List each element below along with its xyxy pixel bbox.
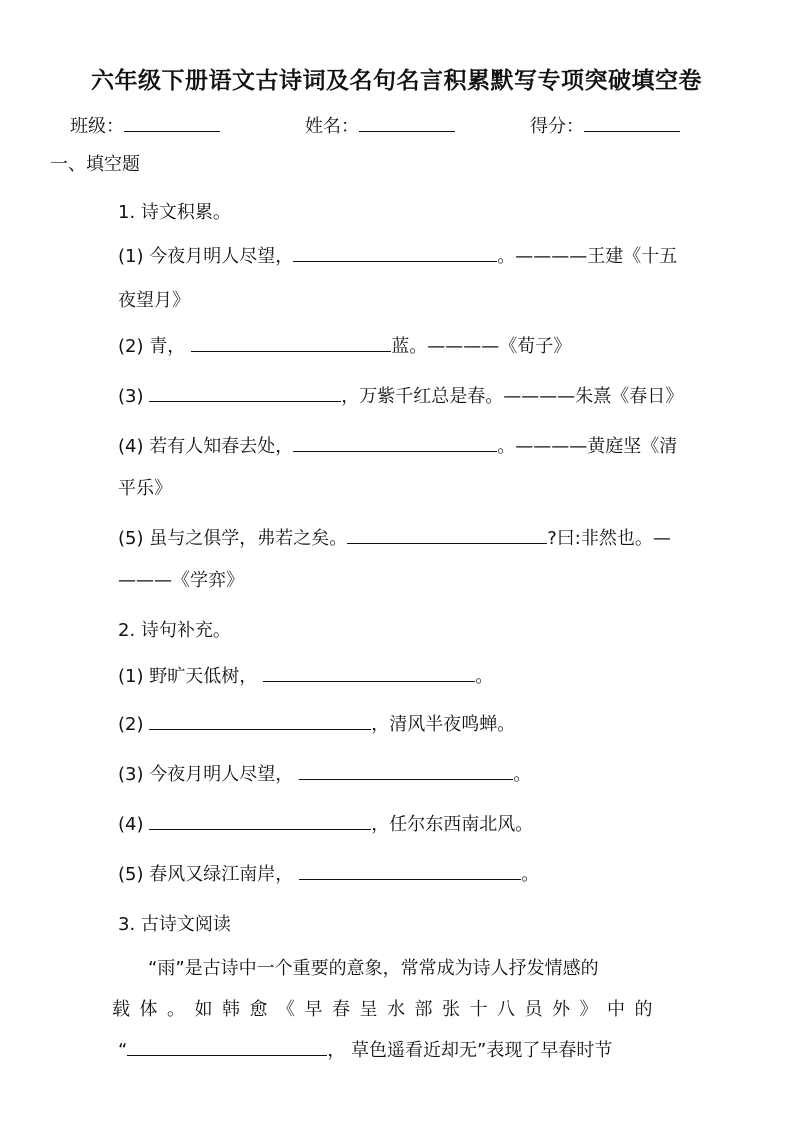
item-text-before: 若有人知春去处， <box>149 436 294 457</box>
item-number: (4) <box>118 814 144 835</box>
item-text-after: 。————王建《十五 <box>497 246 678 267</box>
answer-blank[interactable] <box>191 333 391 352</box>
q3-paragraph-line-3 <box>118 1036 612 1062</box>
section-heading: 一、填空题 <box>50 154 140 175</box>
q1-item-5 <box>118 524 671 550</box>
q1-item-2 <box>118 332 571 358</box>
item-text-after: ，清风半夜鸣蝉。 <box>371 714 516 735</box>
q1-item-1-wrap: 夜望月》 <box>118 290 190 311</box>
answer-blank[interactable] <box>149 711 371 730</box>
class-label: 班级： <box>70 116 124 137</box>
score-input[interactable] <box>584 113 680 132</box>
q1-item-4 <box>118 432 677 458</box>
q2-item-5 <box>118 860 539 886</box>
item-number: (1) <box>118 246 144 267</box>
q1-item-1 <box>118 242 677 268</box>
q1-item-5-wrap: ———《学弈》 <box>118 570 244 591</box>
item-number: (5) <box>118 528 144 549</box>
item-text-after: 。————黄庭坚《清 <box>497 436 678 457</box>
name-input[interactable] <box>359 113 455 132</box>
answer-blank[interactable] <box>293 243 497 262</box>
q3-paragraph-line-2: 载体。如韩愈《早春呈水部张十八员外》中的 <box>112 999 662 1020</box>
item-number: (2) <box>118 336 144 357</box>
item-number: (3) <box>118 764 144 785</box>
name-label: 姓名： <box>305 116 359 137</box>
item-text-after: ，任尔东西南北风。 <box>371 814 534 835</box>
answer-blank[interactable] <box>293 433 497 452</box>
score-label: 得分： <box>530 116 584 137</box>
q1-item-3 <box>118 382 683 408</box>
item-text-after: ， 草色遥看近却无”表现了早春时节 <box>327 1040 613 1061</box>
answer-blank[interactable] <box>299 761 513 780</box>
answer-blank[interactable] <box>127 1037 327 1056</box>
item-text-before: 今夜月明人尽望， <box>149 764 294 785</box>
item-text-after: ，万紫千红总是春。————朱熹《春日》 <box>341 386 684 407</box>
class-field <box>70 112 220 138</box>
item-text-after: ?曰:非然也。— <box>547 528 671 549</box>
q1-item-4-wrap: 平乐》 <box>118 478 172 499</box>
item-number: (3) <box>118 386 144 407</box>
item-number: (4) <box>118 436 144 457</box>
document-title: 六年级下册语文古诗词及名句名言积累默写专项突破填空卷 <box>91 68 702 94</box>
answer-blank[interactable] <box>149 383 341 402</box>
q1-heading: 1. 诗文积累。 <box>118 202 231 223</box>
q2-item-2 <box>118 710 515 736</box>
name-field <box>305 112 455 138</box>
item-text-after: 。 <box>521 864 540 885</box>
item-number: (2) <box>118 714 144 735</box>
q3-heading: 3. 古诗文阅读 <box>118 914 231 935</box>
item-text-after: 。 <box>513 764 532 785</box>
open-quote: “ <box>118 1040 128 1061</box>
item-text-after: 蓝。————《荀子》 <box>391 336 572 357</box>
item-text-after: 。 <box>475 666 494 687</box>
answer-blank[interactable] <box>263 663 475 682</box>
answer-blank[interactable] <box>347 525 547 544</box>
answer-blank[interactable] <box>149 811 371 830</box>
class-input[interactable] <box>124 113 220 132</box>
score-field <box>530 112 680 138</box>
q2-item-3 <box>118 760 531 786</box>
answer-blank[interactable] <box>299 861 521 880</box>
item-text-before: 野旷天低树， <box>149 666 258 687</box>
q2-item-4 <box>118 810 533 836</box>
item-text-before: 春风又绿江南岸， <box>149 864 294 885</box>
item-text-before: 青， <box>149 336 186 357</box>
item-number: (1) <box>118 666 144 687</box>
q2-item-1 <box>118 662 493 688</box>
item-text-before: 今夜月明人尽望， <box>149 246 294 267</box>
item-number: (5) <box>118 864 144 885</box>
q2-heading: 2. 诗句补充。 <box>118 620 231 641</box>
q3-paragraph-line-1: “雨”是古诗中一个重要的意象，常常成为诗人抒发情感的 <box>148 958 599 979</box>
item-text-before: 虽与之俱学，弗若之矣。 <box>149 528 348 549</box>
